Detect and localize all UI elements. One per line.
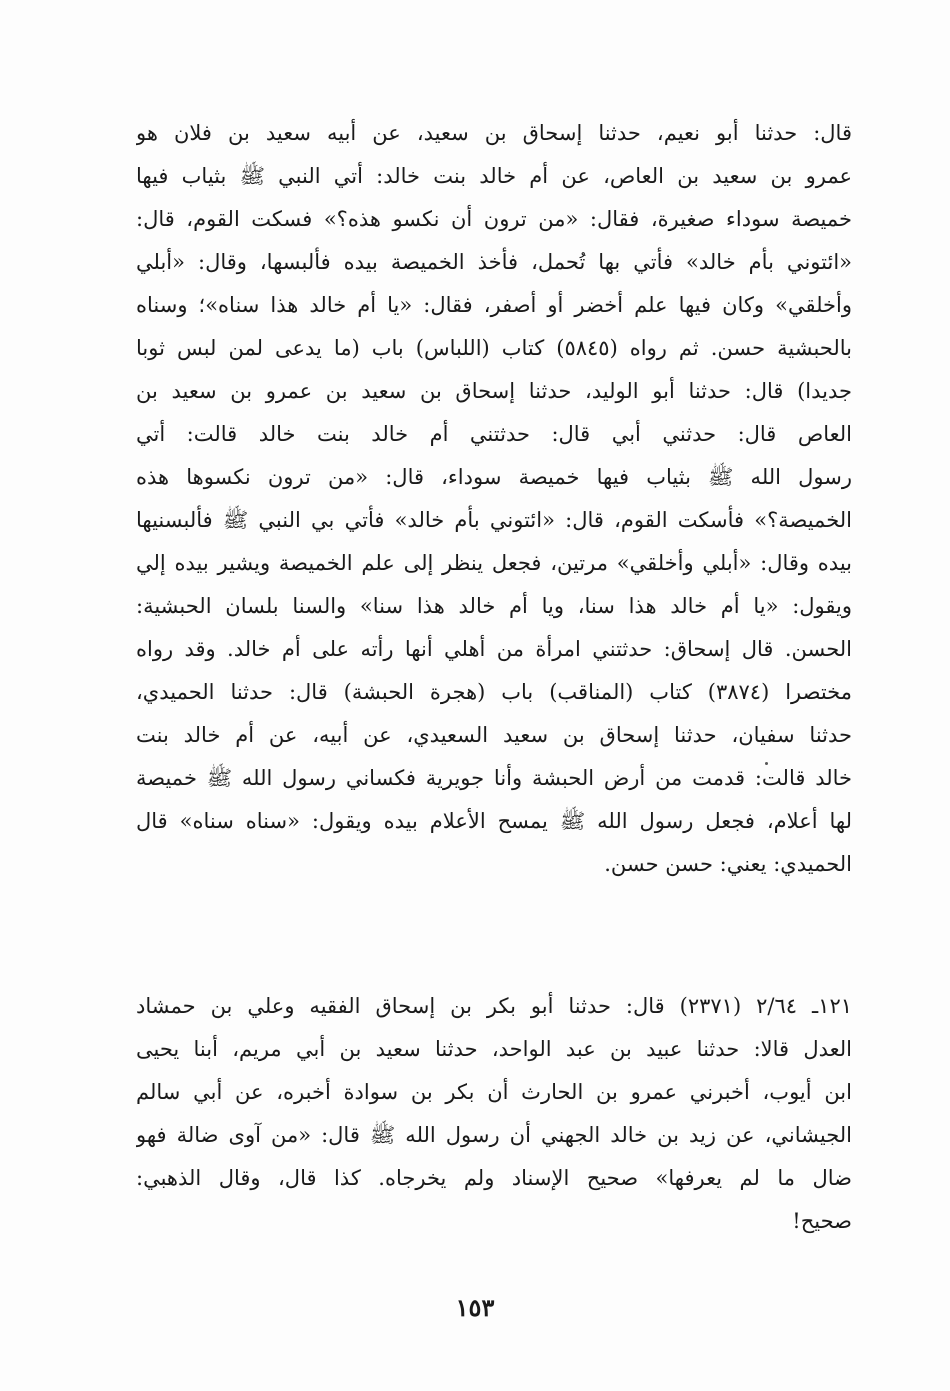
page-number: ١٥٣ bbox=[455, 1293, 495, 1322]
text-line: جديدا) قال: حدثنا أبو الوليد، حدثنا إسحاق بن سعيد بن عمرو بن سعيد بن bbox=[136, 379, 852, 403]
text-line: ١٢١ـ ٢/٦٤ (٢٣٧١) قال: حدثنا أبو بكر بن إسحاق الفقيه وعلي بن حمشاد bbox=[136, 994, 852, 1018]
text-line: ويقول: «يا أم خالد هذا سنا، ويا أم خالد هذا سنا» والسنا بلسان الحبشية: bbox=[136, 594, 852, 618]
text-line: قال: حدثنا أبو نعيم، حدثنا إسحاق بن سعيد، عن أبيه سعيد بن فلان هو bbox=[136, 121, 852, 145]
text-line: صحيح! bbox=[792, 1209, 852, 1233]
text-line: مختصرا (٣٨٧٤) كتاب (المناقب) باب (هجرة الحبشة) قال: حدثنا الحميدي، bbox=[136, 680, 852, 704]
text-line: حدثنا سفيان، حدثنا إسحاق بن سعيد السعيدي، عن أبيه، عن أم خالد بنت bbox=[136, 723, 852, 747]
text-line: الجيشاني، عن زيد بن خالد الجهني أن رسول الله ﷺ قال: «من آوى ضالة فهو bbox=[136, 1123, 852, 1147]
text-line: خميصة سوداء صغيرة، فقال: «من ترون أن نكسو هذه؟» فسكت القوم، قال: bbox=[136, 207, 852, 231]
text-line: وأخلقي» وكان فيها علم أخضر أو أصفر، فقال: «يا أم خالد هذا سناه»؛ وسناه bbox=[136, 293, 852, 317]
text-line: بيده وقال: «أبلي وأخلقي» مرتين، فجعل ينظر إلى علم الخميصة ويشير بيده إلي bbox=[136, 551, 852, 575]
text-line: الخميصة؟» فأسكت القوم، قال: «ائتوني بأم خالد» فأتي بي النبي ﷺ فألبسنيها bbox=[136, 508, 852, 532]
text-line: «ائتوني بأم خالد» فأتي بها تُحمل، فأخذ الخميصة بيده فألبسها، وقال: «أبلي bbox=[136, 250, 852, 274]
text-line: العدل قالا: حدثنا عبيد بن عبد الواحد، حدثنا سعيد بن أبي مريم، أبنا يحيى bbox=[136, 1037, 852, 1061]
paragraph-hadith-commentary bbox=[136, 112, 852, 886]
text-line: رسول الله ﷺ بثياب فيها خميصة سوداء، قال: «من ترون نكسوها هذه bbox=[136, 465, 852, 489]
text-line: بالحبشية حسن. ثم رواه (٥٨٤٥) كتاب (اللباس) باب (ما يدعى لمن لبس ثوبا bbox=[136, 336, 852, 360]
text-line: الحسن. قال إسحاق: حدثتني امرأة من أهلي أنها رأته على أم خالد. وقد رواه bbox=[136, 637, 852, 661]
text-line: خالد قالت: قدمت من أرض الحبشة وأنا جويرية فكساني رسول الله ﷺ خميصة bbox=[136, 766, 852, 790]
text-line: ضال ما لم يعرفها» صحيح الإسناد ولم يخرجاه. كذا قال، وقال الذهبي: bbox=[136, 1166, 852, 1190]
text-line: لها أعلام، فجعل رسول الله ﷺ يمسح الأعلام بيده ويقول: «سناه سناه» قال bbox=[136, 809, 852, 833]
text-line: العاص قال: حدثني أبي قال: حدثتني أم خالد بنت خالد قالت: أتي bbox=[136, 422, 852, 446]
stray-dot-mark bbox=[765, 762, 768, 765]
paragraph-hadith-121 bbox=[136, 985, 852, 1243]
text-line: الحميدي: يعني: حسن حسن. bbox=[604, 852, 852, 876]
text-line: عمرو بن سعيد بن العاص، عن أم خالد بنت خالد: أتي النبي ﷺ بثياب فيها bbox=[136, 164, 852, 188]
text-line: ابن أيوب، أخبرني عمرو بن الحارث أن بكر بن سوادة أخبره، عن أبي سالم bbox=[136, 1080, 852, 1104]
